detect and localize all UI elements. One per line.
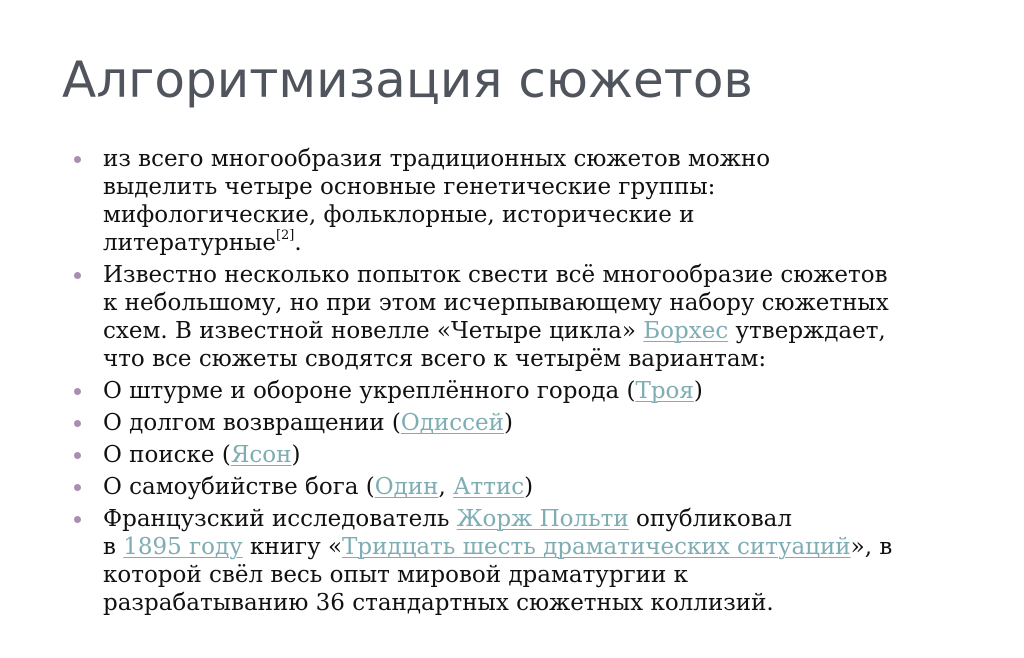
wiki-link[interactable]: 1895 году xyxy=(123,534,243,560)
bullet-text: из всего многообразия традиционных сюжетов можно xyxy=(103,146,771,172)
wiki-link[interactable]: Борхес xyxy=(643,318,729,344)
bullet-line xyxy=(103,377,972,405)
bullet-item xyxy=(72,505,972,617)
bullet-text: О штурме и обороне укреплённого города ( xyxy=(103,378,636,404)
bullet-line xyxy=(103,261,972,289)
slide-title: Алгоритмизация сюжетов xyxy=(62,51,753,109)
bullet-text: схем. В известной новелле «Четыре цикла» xyxy=(103,318,644,344)
bullet-item xyxy=(72,145,972,257)
bullet-text: что все сюжеты сводятся всего к четырём вариантам: xyxy=(103,346,767,372)
wiki-link[interactable]: Одиссей xyxy=(400,410,504,436)
bullet-text: утверждает, xyxy=(728,318,886,344)
bullet-dot-icon xyxy=(74,388,81,395)
bullet-text: ) xyxy=(503,410,513,436)
bullet-dot-icon xyxy=(74,516,81,523)
bullet-text: опубликовал xyxy=(628,506,793,532)
bullet-line xyxy=(103,173,972,201)
bullet-text: ) xyxy=(524,474,534,500)
reference-link[interactable]: [2] xyxy=(275,228,295,244)
bullet-text: в xyxy=(103,534,124,560)
bullet-text: книгу « xyxy=(242,534,343,560)
wiki-link[interactable]: Аттис xyxy=(453,474,525,500)
bullet-dot-icon xyxy=(74,272,81,279)
wiki-link[interactable]: Тридцать шесть драматических ситуаций xyxy=(342,534,851,560)
bullet-list xyxy=(72,145,972,621)
bullet-dot-icon xyxy=(74,420,81,427)
bullet-text: мифологические, фольклорные, исторические и xyxy=(103,202,695,228)
bullet-line xyxy=(103,229,972,257)
bullet-dot-icon xyxy=(74,452,81,459)
bullet-line xyxy=(103,533,972,561)
bullet-text: ) xyxy=(291,442,301,468)
bullet-line xyxy=(103,441,972,469)
bullet-line xyxy=(103,289,972,317)
bullet-text: Известно несколько попыток свести всё многообразие сюжетов xyxy=(103,262,888,288)
bullet-text: О поиске ( xyxy=(103,442,231,468)
bullet-text: к небольшому, но при этом исчерпывающему набору сюжетных xyxy=(103,290,889,316)
bullet-item xyxy=(72,377,972,405)
bullet-item xyxy=(72,261,972,373)
bullet-dot-icon xyxy=(74,484,81,491)
bullet-text: О долгом возвращении ( xyxy=(103,410,401,436)
bullet-line xyxy=(103,505,972,533)
bullet-item xyxy=(72,473,972,501)
bullet-text: разрабатыванию 36 стандартных сюжетных коллизий. xyxy=(103,590,774,616)
bullet-text: литературные xyxy=(103,230,276,256)
wiki-link[interactable]: Ясон xyxy=(230,442,292,468)
bullet-text: . xyxy=(294,230,302,256)
wiki-link[interactable]: Жорж Польти xyxy=(456,506,629,532)
bullet-text: ) xyxy=(693,378,703,404)
bullet-line xyxy=(103,409,972,437)
bullet-dot-icon xyxy=(74,156,81,163)
bullet-item xyxy=(72,441,972,469)
bullet-line xyxy=(103,561,972,589)
bullet-line xyxy=(103,345,972,373)
bullet-line xyxy=(103,317,972,345)
bullet-text: Французский исследователь xyxy=(103,506,457,532)
bullet-text: », в xyxy=(850,534,893,560)
bullet-text: выделить четыре основные генетические группы: xyxy=(103,174,716,200)
bullet-item xyxy=(72,409,972,437)
wiki-link[interactable]: Один xyxy=(374,474,439,500)
bullet-text: , xyxy=(438,474,454,500)
bullet-text: О самоубийстве бога ( xyxy=(103,474,375,500)
bullet-line xyxy=(103,145,972,173)
wiki-link[interactable]: Троя xyxy=(635,378,694,404)
bullet-text: которой свёл весь опыт мировой драматургии к xyxy=(103,562,688,588)
bullet-line xyxy=(103,201,972,229)
bullet-line xyxy=(103,589,972,617)
bullet-line xyxy=(103,473,972,501)
